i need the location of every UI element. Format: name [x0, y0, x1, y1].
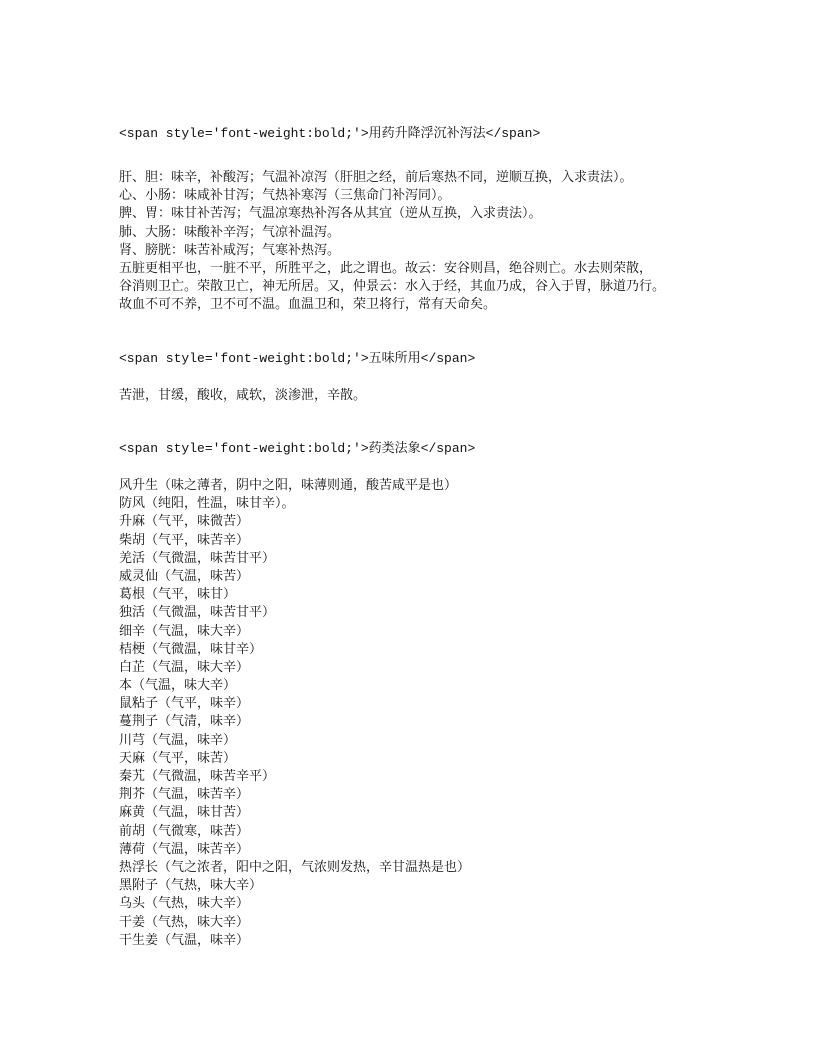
text-line: 荆芥（气温，味苦辛）: [119, 787, 250, 803]
text-line: 川芎（气温，味辛）: [119, 732, 237, 748]
text-line: 防风（纯阳，性温，味甘辛）。: [119, 496, 295, 512]
text-line: 乌头（气热，味大辛）: [119, 896, 250, 912]
text-line: 故血不可不养，卫不可不温。血温卫和，荣卫将行，常有天命矣。: [119, 297, 497, 313]
section-2: [119, 350, 756, 368]
text-line: 威灵仙（气温，味苦）: [119, 568, 250, 584]
text-line: 葛根（气平，味甘）: [119, 587, 237, 603]
text-line: 秦艽（气微温，味苦辛平）: [119, 769, 276, 784]
section-heading: <span style='font-weight:bold;'>药类法象</span>: [119, 441, 476, 456]
text-line: 白芷（气温，味大辛）: [119, 659, 250, 675]
text-line: 肺、大肠：味酸补辛泻；气凉补温泻。: [119, 224, 341, 240]
text-line: 心、小肠：味咸补甘泻；气热补寒泻（三焦命门补泻同）。: [119, 188, 451, 204]
text-line: 细辛（气温，味大辛）: [119, 623, 250, 639]
text-line: 天麻（气平，味苦）: [119, 750, 237, 766]
section-3: [119, 440, 756, 458]
text-line: 麻黄（气温，味甘苦）: [119, 805, 250, 821]
section-1: [119, 125, 756, 143]
text-line: 柴胡（气平，味苦辛）: [119, 532, 250, 548]
text-line: 鼠粘子（气平，味辛）: [119, 696, 250, 712]
text-line: 黑附子（气热，味大辛）: [119, 878, 263, 894]
text-line: 本（气温，味大辛）: [119, 678, 237, 694]
section-heading: <span style='font-weight:bold;'>五味所用</span>: [119, 351, 476, 366]
text-line: 谷消则卫亡。荣散卫亡，神无所居。又，仲景云：水入于经，其血乃成，谷入于胃，脉道乃行。: [119, 279, 666, 295]
section-1-body: [119, 169, 756, 315]
text-line: 五脏更相平也，一脏不平，所胜平之，此之谓也。故云：安谷则昌，绝谷则亡。水去则荣散，: [119, 260, 653, 276]
text-line: 桔梗（气微温，味甘辛）: [119, 641, 263, 657]
text-line: 肝、胆：味辛，补酸泻；气温补凉泻（肝胆之经，前后寒热不同，逆顺互换，入求责法）。: [119, 170, 633, 185]
section-2-body: [119, 387, 756, 405]
text-line: 热浮长（气之浓者，阳中之阳，气浓则发热，辛甘温热是也）: [119, 859, 471, 875]
text-line: 干姜（气热，味大辛）: [119, 914, 250, 930]
text-line: 独活（气微温，味苦甘平）: [119, 605, 276, 621]
text-line: 肾、膀胱：味苦补咸泻；气寒补热泻。: [119, 242, 341, 258]
text-line: 羌活（气微温，味苦甘平）: [119, 550, 276, 566]
text-line: 风升生（味之薄者，阴中之阳，味薄则通，酸苦咸平是也）: [119, 478, 458, 493]
text-line: 苦泄，甘缓，酸收，咸软，淡渗泄，辛散。: [119, 388, 367, 403]
text-line: 干生姜（气温，味辛）: [119, 932, 250, 948]
section-3-body: [119, 477, 756, 950]
text-line: 蔓荆子（气清，味辛）: [119, 714, 250, 730]
text-line: 脾、胃：味甘补苦泻；气温凉寒热补泻各从其宜（逆从互换，入求责法）。: [119, 206, 542, 222]
text-line: 前胡（气微寒，味苦）: [119, 823, 250, 839]
text-line: 薄荷（气温，味苦辛）: [119, 841, 250, 857]
text-line: 升麻（气平，味微苦）: [119, 514, 250, 530]
section-heading: <span style='font-weight:bold;'>用药升降浮沉补泻法</span>: [119, 126, 541, 141]
